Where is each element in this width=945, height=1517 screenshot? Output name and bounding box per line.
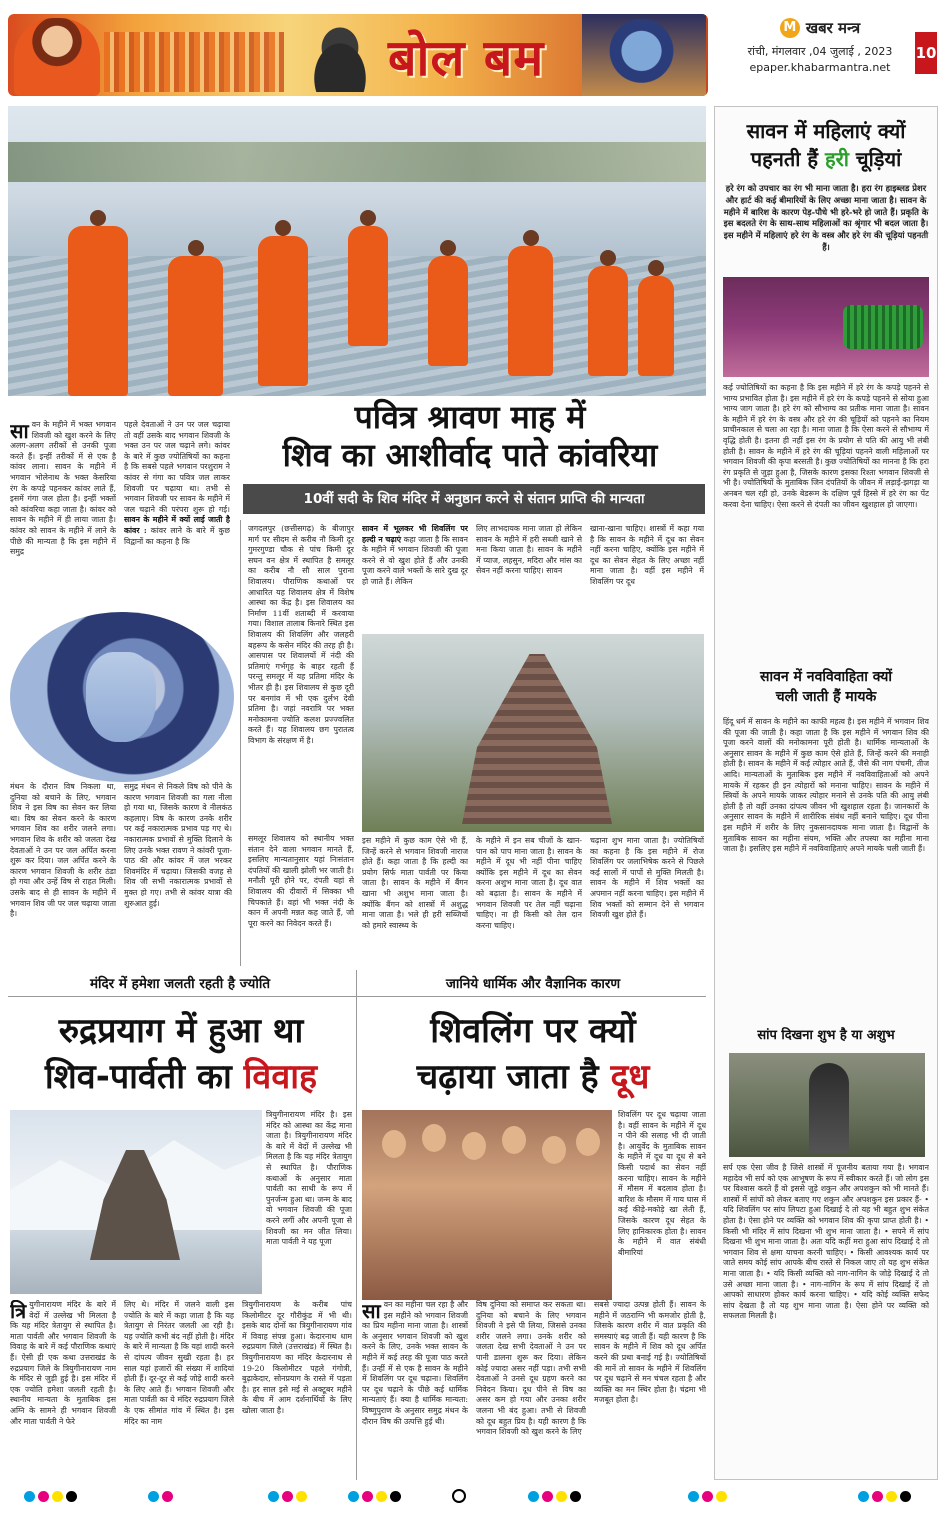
story-column-5-bottom: के महीने में इन सब चीजों के खान-पान को पाप माना जाता है। सावन के महीने में दूध भी नहीं पीना चाहिए क्योंकि इस महीने में दूध का सेवन करना अशुभ माना जाता है। दूध वात को बढ़ाता है। सावन के महीने में भगवान शिवजी पर तेल नहीं चढ़ाना चाहिए। ना ही किसी को तेल दान करना चाहिए। [476, 836, 582, 930]
newlywed-headline: सावन में नवविवाहिता क्यों चली जाती हैं मायके [760, 669, 892, 705]
print-registration-strip [8, 1486, 937, 1508]
section-label-left: मंदिर में हमेशा जलती रहती है ज्योति [89, 976, 271, 992]
story-subhead: सावन के महीने में क्यों लाई जाती है कांवर : [124, 515, 230, 535]
milk-column-1: सावन का महीना चल रहा है और इस महीने को भगवान शिवजी का प्रिय महीना माना जाता है। शास्त्रों के अनुसार भगवान शिवजी को खुश करने के लिए, उनके भक्त सावन के महीने में कई तरह की पूजा पाठ करते हैं। उन्हीं में से एक है सावन के महीने में शिवलिंग पर दूध चढ़ाना। शिवलिंग पर दूध चढ़ाने के पीछे कई धार्मिक मान्यताएं हैं। क्या है धार्मिक मान्यता: विष्णुपुराण के अनुसार समुद्र मंथन के दौरान विष की उत्पत्ति हुई थी। [362, 1300, 468, 1426]
snake-headline: सांप दिखना शुभ है या अशुभ [757, 1028, 895, 1043]
rudraprayag-column-1: त्रि युगीनारायण मंदिर के बारे में वेदों में उल्लेख भी मिलता है कि यह मंदिर त्रेतायुग से स्थापित है। माता पार्वती और भगवान शिवजी के विवाह के बारे में कई पौराणिक कथाएं हैं। ऐसी ही एक कथा उत्तराखंड के रुद्रप्रयाग जिले के त्रियुगीनारायण नाम के मंदिर से जुड़ी हुई है। इस मंदिर में एक ज्योति हमेशा जलती रहती है। स्थानीय मान्यता के मुताबिक इस अग्नि के सामने ही भगवान शिवजी और माता पार्वती ने फेरे [10, 1300, 116, 1426]
milk-offering-photo [362, 1110, 612, 1300]
page-number: 10 [915, 32, 937, 74]
snake-text: सर्प एक ऐसा जीव है जिसे शास्त्रों में पूजनीय बताया गया है। भगवान महादेव भी सर्प को एक आभूषण के रूप में स्वीकार करते हैं। जो लोग इस पर विश्वास करते हैं वो इससे जुड़े शकुन और अपशकुन को भी मानते हैं। शास्त्रों में सांपों को लेकर बताए गए शकुन और अपशकुन इस प्रकार हैं- • यदि शिवलिंग पर सांप लिपटा हुआ दिखाई दे तो यह भी बहुत शुभ संकेत होता है। ऐसा होने पर व्यक्ति को भगवान शिव की कृपा प्राप्त होती है। • किसी भी मंदिर में सांप दिखना भी शुभ माना जाता है। • सपने में सांप दिखना भी शुभ माना जाता है। अतः यदि कहीं मरा हुआ सांप दिखाई दे तो भगवान शिव से क्षमा याचना करनी चाहिए। • किसी आवश्यक कार्य पर जाते समय कोई सांप आपके बीच रास्ते से निकल जाए तो यह शुभ संकेत माना जाता है। • यदि किसी व्यक्ति को नाग-नागिन के जोड़े दिखाई दे तो उसे अच्छा माना जाता है। • नाग-नागिन के रूप में सांप दिखाई दें तो आपको साधारण होकर कार्य करना चाहिए। • यदि कोई व्यक्ति सफेद सांप देखता है तो यह शुभ माना जाता है। ऐसा होने पर व्यक्ति को सफलता मिलती है। [723, 1163, 929, 1321]
section-title: बोल बम [388, 29, 545, 87]
subheadline-bar: 10वीं सदी के शिव मंदिर में अनुष्ठान करने से संतान प्राप्ति की मान्यता [243, 484, 705, 514]
milk-side-text: शिवलिंग पर दूध चढ़ाया जाता है। वहीं सावन के महीने में दूध न पीने की सलाह भी दी जाती है। आयुर्वेद के मुताबिक सावन के महीने में दूध या दूध से बने किसी पदार्थ का सेवन नहीं करना चाहिए। सावन के महीने में मौसम में बदलाव होता है। बारिश के मौसम में गाय घास में कई कीड़े-मकोड़े खा लेती हैं, जिसके कारण दूध सेहत के लिए हानिकारक होता है। सावन के महीने में वात संबंधी बीमारियां [618, 1110, 706, 1257]
headline-line-1: पवित्र श्रावण माह में [354, 398, 586, 436]
story-column-1: सावन के महीने में भक्त भगवान शिवजी को खुश करने के लिए अलग-अलग तरीकों से उनकी पूजा करते हैं। इन्हीं तरीकों में से एक है कांवर लाना। सावन के महीने में भगवान भोलेनाथ के भक्त केसरिया रंग के कपड़े पहनकर कांवर लाते हैं, इसमें गंगा जल होता है। इन्हीं भक्तों को कांवरिया कहा जाता है। कांवर को सावन के महीने में ही लाया जाता है। कांवर को सावन के महीने में लाने के पीछे की मान्यता है कि इस महीने में समुद्र [10, 420, 116, 557]
story-subhead-haldi: सावन में भूलकर भी शिवलिंग पर हल्दी न चढ़ाएं [362, 524, 468, 544]
main-headline [232, 398, 708, 474]
story-column-3: जगदलपुर (छत्तीसगढ़) के बीजापुर मार्ग पर सीदम से करीब नौ किमी दूर गुमरगुण्डा चौक से पांच किमी दूर सघन वन क्षेत्र में स्थापित है समलूर का करीब नौ सौ साल पुराना शिवालय। पौराणिक कथाओं पर आधारित यह शिवालय क्षेत्र में विशेष आस्था का केंद्र है। इस शिवालय का निर्माण 11वीं शताब्दी में करवाया गया। विशाल तालाब किनारे स्थित इस शिवालय की शिवलिंग और जलहरी बहरूप के कसेन मंदिर की तरह ही है। आसपास पर शिवालयों में नंदी की प्रतिमाएं गर्भगृह के बाहर रहती हैं परन्तु समलूर में यह प्रतिमा मंदिर के भीतर ही है। इस शिवालय से कुछ दूरी पर बनगांव में भी एक दुर्लभ देवी प्रतिमा है। जहां नवरात्रि पर भक्त मनोकामना ज्योति कलश प्रज्ज्वलित करते हैं। यह शिवालय छग पुरातत्व विभाग के संरक्षण में है। [248, 524, 354, 745]
rudraprayag-column-3: त्रियुगीनारायण के करीब पांच किलोमीटर दूर गौरीकुंड में भी थी। इसके बाद दोनों का त्रियुगीनारायण गांव में विवाह संपन्न हुआ। केदारनाथ धाम रुद्रप्रयाग जिले (उत्तराखंड) में स्थित है। त्रियुगीनारायण का मंदिर केदारनाथ से 19-20 किलोमीटर पहले गंगोत्री, बुढ़ाकेदार, सोनप्रयाग के रास्ते में पड़ता है। हर साल इसे मई से अक्टूबर महीने के बीच में आम दर्शनार्थियों के लिए खोला जाता है। [242, 1300, 352, 1415]
dropcap-tri: त्रि [10, 1300, 27, 1323]
story-column-4: सावन में भूलकर भी शिवलिंग पर हल्दी न चढ़ाएं कहा जाता है कि सावन के महीने में भगवान शिवजी की पूजा करने से वो खुश होते हैं और उनकी पूजा करने वाले भक्तों के सारे दुख दूर हो जाते हैं। लेकिन [362, 524, 468, 586]
milk-column-2: विष दुनिया को समाप्त कर सकता था। दुनिया को बचाने के लिए भगवान शिवजी ने इसे पी लिया, जिससे उनका शरीर जलने लगा। उनके शरीर को जलता देख सभी देवताओं ने उन पर पानी डालना शुरू कर दिया। लेकिन कोई ज्यादा असर नहीं पड़ा। तभी सभी देवताओं ने उनसे दूध ग्रहण करने का निवेदन किया। दूध पीने से विष का असर कम हो गया और उनका शरीर जलना भी बंद हुआ। तभी से शिवजी को दूध बहुत प्रिय है। यही कारण है कि भगवान शिवजी को खुश करने के लिए [476, 1300, 586, 1437]
triyuginarayan-temple-photo [10, 1110, 262, 1294]
story-column-4-bottom: इस महीने में कुछ काम ऐसे भी हैं, जिन्हें करने से भगवान शिवजी नाराज होते हैं। कहा जाता है कि हल्दी का प्रयोग सिर्फ माता पार्वती पर किया जाता है। सावन के महीने में बैंगन खाना भी अशुभ माना जाता है। क्योंकि बैंगन को शास्त्रों में अशुद्ध माना जाता है। भले ही हरी सब्जियों को हमारे स्वास्थ्य के [362, 836, 468, 930]
bangles-text: कई ज्योतिषियों का कहना है कि इस महीने में हरे रंग के कपड़े पहनने से भाग्य प्रभावित होता है। इस महीने में हरे रंग के कपड़े पहनने से सोया हुआ भाग्य जाग जाता है। हरे रंग को सौभाग्य का प्रतीक माना जाता है। सावन के महीने में हरे रंग के वस्त्र और हरे रंग की चूड़ियों को पहनने का नियम प्राचीनकाल से चला आ रहा है। माना जाता है कि ऐसा करने से सौभाग्य में वृद्धि होती है। इतना ही नहीं इस रंग के प्रयोग से पति की आयु भी लंबी होती है। सावन के महीने में हरे रंग की चूड़ियां पहनने वाली महिलाओं पर भगवान शिवजी की कृपा बरसती है। कुछ ज्योतिषियों का मानना है कि हरा रंग प्रकृति से जुड़ा हुआ है, जिसके कारण इसका रिश्ता भगवान शिवजी से भी है। ज्योतिषियों के मुताबिक जिन दंपतियों के जीवन में लड़ाई-झगड़ा या अनबन चल रही हो, उनके बेडरूम के दक्षिण पूर्व हिस्से में हरे रंग का पेंट करवा देना चाहिए। ऐसा करने से दंपती का जीवन खुशहाल हो जाएगा। [723, 383, 929, 509]
story-column-2: पहले देवताओं ने उन पर जल चढ़ाया तो वहीं उसके बाद भगवान शिवजी के भक्त उन पर जल चढ़ाने लगे। कांवर के बारे में कुछ ज्योतिषियों का कहना है कि सबसे पहले भगवान परशुराम ने कांवर से गंगा का पवित्र जल लाकर शिवजी पर चढ़ाया था। तभी से भगवान शिवजी पर सावन के महीने में जल चढ़ाने की परंपरा शुरू हो गई। सावन के महीने में क्यों लाई जाती है कांवर : कांवर लाने के बारे में कुछ विद्वानों का कहना है कि [124, 420, 230, 546]
shiva-face [86, 652, 156, 742]
story-column-1-bottom: मंथन के दौरान विष निकला था, दुनिया को बचाने के लिए, भगवान शिव ने इस विष का सेवन कर लिया था। विष का सेवन करने के कारण भगवान शिव का शरीर जलने लगा। भगवान शिव के शरीर को जलता देख देवताओं ने उन पर जल अर्पित करना शुरू कर दिया। जल अर्पित करने के कारण भगवान शिवजी के शरीर ठंडा हो गया और उन्हें विष से राहत मिली। उसके बाद से ही सावन के महीने में भगवान शिव जी पर जल चढ़ाया जाता है। [10, 782, 116, 919]
cobra-photo [729, 1053, 925, 1157]
shivling-icon [300, 24, 380, 92]
rudraprayag-headline: रुद्रप्रयाग में हुआ था शिव-पार्वती का विवाह [44, 1011, 318, 1097]
bangles-headline: सावन में महिलाएं क्यों पहनती हैं हरी चूड़ियां [746, 119, 906, 171]
milk-headline: शिवलिंग पर क्यों चढ़ाया जाता है दूध [416, 1011, 650, 1097]
dropcap-sa: सा [362, 1300, 381, 1323]
bangles-icon [843, 305, 923, 349]
registration-mark-icon [452, 1489, 466, 1503]
samlur-temple-photo [362, 634, 704, 832]
story-column-5: लिए लाभदायक माना जाता हो लेकिन सावन के महीने में हरी सब्जी खाने से मना किया जाता है। सावन के महीने में प्याज, लहसुन, मदिरा और मांस का सेवन नहीं करना चाहिए। सावन [476, 524, 582, 576]
temple-shikhara [462, 654, 612, 824]
masthead-info [720, 8, 920, 100]
masthead-banner [8, 14, 708, 96]
story-column-6-bottom: चढ़ाना शुभ माना जाता है। ज्योतिषियों का कहना है कि इस महीने में रोज शिवलिंग पर जलाभिषेक करने से पिछले कई सालों में पापों से मुक्ति मिलती है। सावन के महीने में शिव भक्तों का अपमान नहीं करना चाहिए। इस महीने में शिव भक्तों को सम्मान देने से भगवान शिवजी खुश होते हैं। [590, 836, 704, 920]
dropcap: सा [10, 420, 29, 443]
cobra-icon [809, 1063, 849, 1153]
epaper-link[interactable]: epaper.khabarmantra.net [749, 61, 891, 74]
pilgrim-crowd-photo [104, 32, 284, 92]
green-bangles-photo [723, 277, 929, 377]
right-sidebar [714, 106, 938, 1480]
kanwariya-child-photo [14, 18, 100, 96]
story-column-2-bottom: समुद्र मंथन से निकले विष को पीने के कारण भगवान शिवजी का गला नीला हो गया था, जिसके कारण वे नीलकंठ कहलाए। विष के कारण उनके शरीर पर कई नकारात्मक प्रभाव पड़ गए थे। नकारात्मक प्रभावों से मुक्ति दिलाने के लिए उनके भक्त रावण ने कांवरी पूजा-पाठ की और कांवर में जल भरकर शिवमंदिर में चढ़ाया। जिसकी वजह से शिव जी सभी नकारात्मक प्रभावों से मुक्त हो गए। तभी से कांवर यात्रा की शुरुआत हुई। [124, 782, 232, 908]
newlywed-text: हिंदू धर्म में सावन के महीने का काफी महत्व है। इस महीने में भगवान शिव की पूजा की जाती है। कहा जाता है कि इस महीने में भगवान शिव की पूजा करने वालों की मनोकामना पूरी होती है। धार्मिक मान्यताओं के अनुसार सावन के महीने में कुछ काम ऐसे होते हैं, जिन्हें करने की मनाही होती है। सावन के महीने में कई त्योहार आते हैं, जैसे की नाग पंचमी, तीज आदि। मान्यताओं के मुताबिक इस महीने में नवविवाहिताओं को अपने मायके में रहकर ही इन त्योहारों को मनाना चाहिए। सावन के महीने में स्त्रियों के अपने मायके जाकर त्योहार मनाने से उनके पति की आयु लंबी होती है तो वहीं उनका दांपत्य जीवन भी खुशहाल रहता है। जानकारों के अनुसार सावन के महीने में शारीरिक संबंध नहीं बनाने चाहिए। दूध पीना इस महीने में शरीर के लिए नुकसानदायक माना जाता है। विद्वानों के मुताबिक सावन का महीना संयम, भक्ति और तपस्या का महीना माना जाता है। इसलिए इस महीने में नवविवाहिताएं अपने मायके चली जाती हैं। [723, 717, 929, 854]
headline-line-2: शिव का आशीर्वाद पाते कांवरिया [282, 436, 658, 474]
shiva-illustration [10, 612, 234, 782]
tree-line [8, 142, 706, 182]
rudraprayag-side-text: त्रियुगीनारायण मंदिर है। इस मंदिर को आस्था का केंद्र माना जाता है। त्रियुगीनारायण मंदिर के बारे में वेदों में उल्लेख भी मिलता है कि यह मंदिर त्रेतायुग से स्थापित है। पौराणिक कथाओं के अनुसार माता पार्वती का साथी के रूप में पुनर्जन्म हुआ था। जन्म के बाद वो भगवान शिवजी की पूजा करने लगीं और अपनी पूजा से शिवजी का मन जीत लिया। माता पार्वती ने यह पूजा [266, 1110, 352, 1247]
milk-column-3: सबसे ज्यादा उत्पन्न होती हैं। सावन के महीने में जठराग्नि भी कमजोर होती है, जिसके कारण शरीर में वात प्रकृति की समस्याएं बढ़ जाती हैं। यही कारण है कि सावन के महीने में शिव को दूध अर्पित करने की प्रथा बनाई गई है। ज्योतिषियों की मानें तो सावन के महीने में शिवलिंग पर दूध चढ़ाने से मन चंचल रहता है और व्यक्ति का मन स्थिर होता है। चंद्रमा भी मजबूत होता है। [594, 1300, 706, 1405]
kanwariya-hero-photo [8, 106, 706, 396]
rudraprayag-column-2: लिए थे। मंदिर में जलने वाली इस ज्योति के बारे में कहा जाता है कि यह त्रेतायुग से निरंतर जलती आ रही है। यह ज्योति कभी बंद नहीं होती है। मंदिर के बारे में मान्यता है कि यहां शादी करने से दांपत्य जीवन सुखी रहता है। हर साल यहां हजारों की संख्या में शादियां होती हैं। दूर-दूर से कई जोड़े शादी करने के लिए आते हैं। भगवान शिवजी और माता पार्वती का ये मंदिर रुद्रप्रयाग जिले के एक सीमांत गांव में स्थित है। इस मंदिर का नाम [124, 1300, 234, 1426]
brand-logo-icon: M [780, 18, 800, 38]
bangles-lead: हरे रंग को उपचार का रंग भी माना जाता है। हरा रंग हाइब्लड प्रेशर और हार्ट की कई बीमारियों के लिए अच्छा माना जाता है। सावन के महीने में बारिश के कारण पेड़-पौधे भी हरे-भरे हो जाते हैं। प्रकृति के इस बदलते रंग के साथ-साथ महिलाओं का श्रृंगार भी बदल जाता है। इस महीने में महिलाएं हरे रंग के वस्त्र और हरे रंग की चूड़ियां पहनती हैं। [723, 183, 929, 252]
section-label-mid: जानिये धार्मिक और वैज्ञानिक कारण [445, 976, 621, 992]
edition-date: रांची, मंगलवार ,04 जुलाई , 2023 [747, 45, 893, 58]
masthead [8, 8, 937, 100]
story-column-6: खाना-खाना चाहिए। शास्त्रों में कहा गया है कि सावन के महीने में दूध का सेवन नहीं करना चाहिए, क्योंकि इस महीने में दूध का सेवन सेहत के लिए अच्छा नहीं माना जाता है। वहीं इस महीने में शिवलिंग पर दूध [590, 524, 704, 586]
brand-name: खबर मन्त्र [805, 19, 861, 37]
shiva-portrait-photo [582, 14, 706, 96]
brand-logo[interactable] [780, 18, 860, 38]
story-column-3-bottom: समलूर शिवालय को स्थानीय भक्त संतान देने वाला भगवान मानते हैं, इसलिए मान्यतानुसार यहां निःसंतान दंपतियों की खाली झोली भर जाती है। मनौती पूरी होने पर, दंपती यहां से शिवालय की दीवारों में सिक्का भी चिपकाते हैं। वहां भी भक्त नंदी के कान में अपनी मन्नत कह जाते हैं, जो पूरा करने का निवेदन करते हैं। [248, 834, 354, 928]
